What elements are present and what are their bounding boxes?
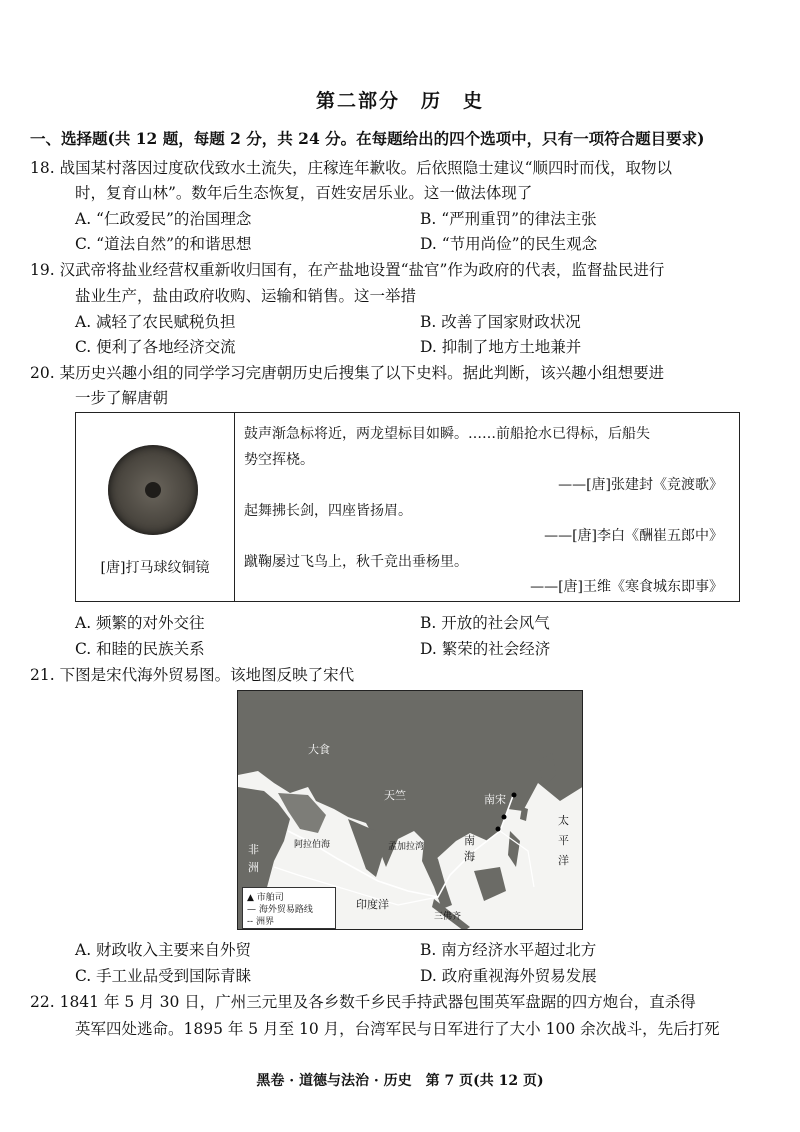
- source3-citation: ——[唐]王维《寒食城东即事》: [530, 579, 723, 595]
- q19-stem-line2: 盐业生产，盐由政府收购、运输和销售。这一举措: [75, 287, 417, 305]
- source1-citation: ——[唐]张建封《竞渡歌》: [558, 477, 723, 493]
- q18-option-a: A. “仁政爱民”的治国理念: [75, 210, 252, 228]
- legend-route-label: 海外贸易路线: [258, 905, 313, 915]
- q18-stem-line1: 18. 战国某村落因过度砍伐致水土流失，庄稼连年歉收。后依照隐士建议“顺四时而伐，取物以: [30, 159, 673, 177]
- mirror-knob: [145, 482, 161, 498]
- q20-option-b: B. 开放的社会风气: [420, 614, 550, 632]
- map-label-arabian-sea: 阿拉伯海: [294, 840, 331, 850]
- q20-stem-line2: 一步了解唐朝: [75, 389, 169, 407]
- source2: 起舞拂长剑，四座皆扬眉。: [244, 503, 412, 519]
- source1-line1: 鼓声渐急标将近，两龙望标目如瞬。……前船抢水已得标，后船失: [244, 426, 650, 442]
- q18-option-c: C. “道法自然”的和谐思想: [75, 235, 252, 253]
- legend-border-label: 洲界: [255, 917, 274, 927]
- map-label-nansong: 南宋: [484, 793, 506, 806]
- q22-stem-line1: 22. 1841 年 5 月 30 日，广州三元里及各乡数千乡民手持武器包围英军盘踞的四方炮台，直杀得: [30, 993, 696, 1011]
- legend-route: — 海外贸易路线: [247, 905, 313, 915]
- port-marker: [496, 827, 501, 832]
- legend-port-label: 市舶司: [256, 893, 284, 903]
- q18-option-d: D. “节用尚俭”的民生观念: [420, 235, 598, 253]
- mirror-cell: [76, 413, 235, 601]
- page-title: 第二部分 历 史: [315, 90, 484, 112]
- q19-option-c: C. 便利了各地经济交流: [75, 338, 236, 356]
- bronze-mirror-image: [108, 445, 198, 535]
- q21-stem: 21. 下图是宋代海外贸易图。该地图反映了宋代: [30, 666, 355, 684]
- port-marker: [502, 815, 507, 820]
- map-label-pacific: 太平洋: [558, 814, 569, 867]
- song-trade-map: [237, 690, 583, 930]
- philippines-island: [508, 831, 520, 867]
- q21-option-c: C. 手工业品受到国际青睐: [75, 967, 252, 985]
- q20-option-a: A. 频繁的对外交往: [75, 614, 205, 632]
- q21-option-a: A. 财政收入主要来自外贸: [75, 941, 252, 959]
- map-label-africa: 非洲: [248, 843, 259, 874]
- map-label-sanfoqi: 三佛齐: [434, 912, 462, 922]
- map-label-indian-ocean: 印度洋: [356, 898, 389, 911]
- map-label-bay-of-bengal: 孟加拉湾: [388, 842, 425, 852]
- q18-option-b: B. “严刑重罚”的律法主张: [420, 210, 597, 228]
- q20-option-d: D. 繁荣的社会经济: [420, 640, 551, 658]
- q19-option-a: A. 减轻了农民赋税负担: [75, 313, 236, 331]
- borneo-island: [474, 867, 506, 901]
- port-marker: [512, 793, 517, 798]
- q21-option-d: D. 政府重视海外贸易发展: [420, 967, 597, 985]
- map-legend: [242, 887, 336, 929]
- page-footer: 黑卷 · 道德与法治 · 历史 第 7 页(共 12 页): [256, 1073, 544, 1089]
- source1-line2: 势空挥桡。: [244, 452, 314, 468]
- q18-stem-line2: 时，复育山林”。数年后生态恢复，百姓安居乐业。这一做法体现了: [75, 184, 533, 202]
- q21-option-b: B. 南方经济水平超过北方: [420, 941, 597, 959]
- poem-sources: [244, 413, 731, 601]
- map-label-tianzhu: 天竺: [384, 789, 406, 802]
- q20-stem-line1: 20. 某历史兴趣小组的同学学习完唐朝历史后搜集了以下史料。据此判断，该兴趣小组想要进: [30, 364, 665, 382]
- source3: 蹴鞠屡过飞鸟上，秋千竞出垂杨里。: [244, 554, 468, 570]
- q22-stem-line2: 英军四处逃命。1895 年 5 月至 10 月，台湾军民与日军进行了大小 100 余次战斗，先后打死: [75, 1020, 720, 1038]
- q19-stem-line1: 19. 汉武帝将盐业经营权重新收归国有，在产盐地设置“盐官”作为政府的代表，监督盐民进行: [30, 261, 665, 279]
- q19-option-d: D. 抑制了地方土地兼并: [420, 338, 582, 356]
- section-header: 一、选择题(共 12 题，每题 2 分，共 24 分。在每题给出的四个选项中，只有一项符合题目要求): [30, 129, 705, 148]
- q19-option-b: B. 改善了国家财政状况: [420, 313, 581, 331]
- map-label-dashi: 大食: [308, 743, 330, 756]
- mirror-caption: [唐]打马球纹铜镜: [100, 560, 210, 576]
- map-label-south-sea: 南海: [464, 834, 475, 863]
- legend-border: -- 洲界: [247, 917, 274, 927]
- source2-citation: ——[唐]李白《酬崔五郎中》: [544, 528, 723, 544]
- legend-port: ▲ 市舶司: [247, 893, 284, 903]
- q20-source-table: [75, 412, 740, 602]
- q20-option-c: C. 和睦的民族关系: [75, 640, 205, 658]
